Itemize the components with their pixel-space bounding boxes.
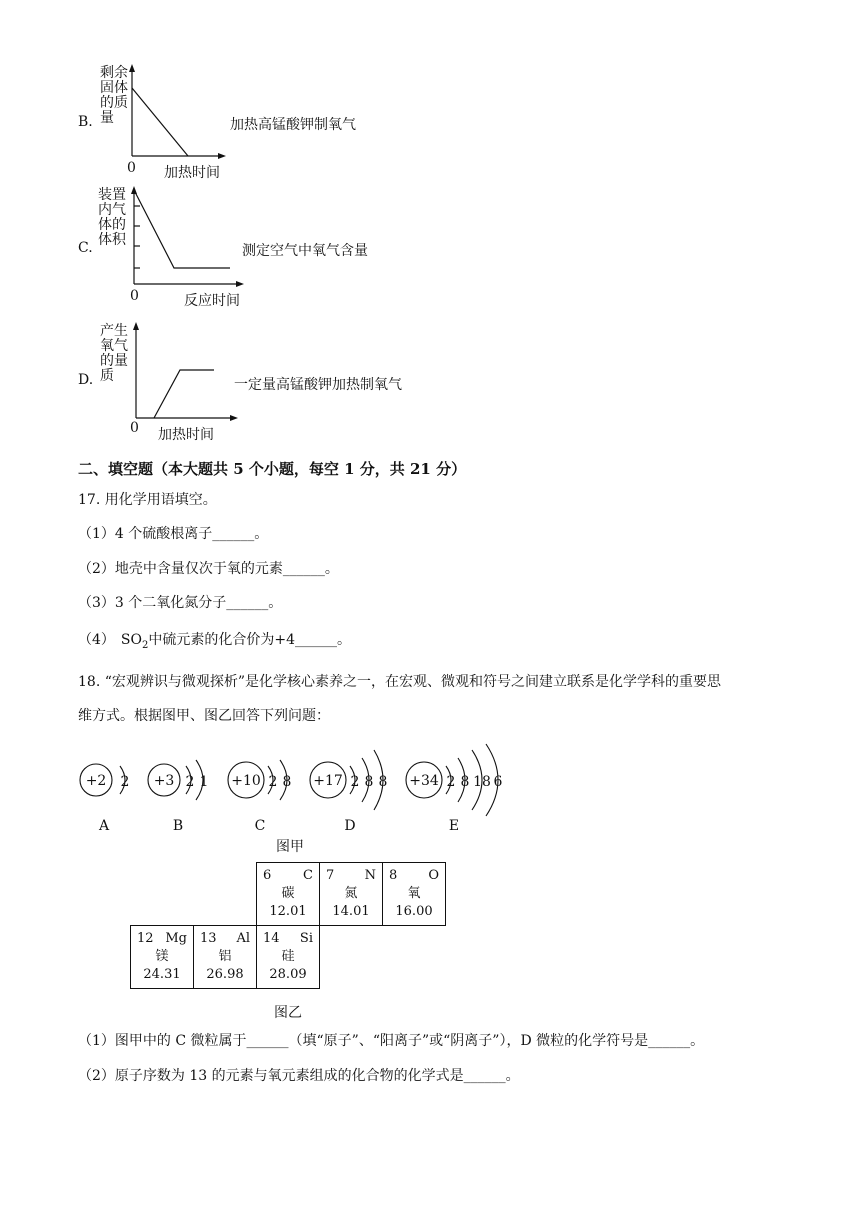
element-cell-n: 7 N 氮 14.01	[320, 863, 383, 926]
graph-d-plot	[126, 320, 246, 424]
graph-d-line	[154, 370, 214, 418]
shell-electrons: 2	[120, 774, 130, 790]
shell-electrons: 2	[446, 774, 456, 790]
figure-caption: 图甲	[276, 839, 304, 855]
q17-item-1: （1）4 个硫酸根离子______。	[78, 526, 269, 542]
particle-b	[148, 760, 208, 800]
element-cell-si: 14 Si 硅 28.09	[257, 926, 320, 989]
graph-c-line	[134, 190, 230, 268]
so2-formula: $SO_2$	[120, 632, 149, 651]
y-axis-label: 装置 内气 体的 体积	[98, 187, 126, 248]
particle-e	[406, 744, 503, 816]
shell-electrons: 8	[282, 774, 292, 790]
particle-letter: B	[172, 818, 184, 834]
origin-label: 0	[130, 288, 139, 304]
origin-label: 0	[127, 160, 136, 176]
element-cell-c: 6 C 碳 12.01	[257, 863, 320, 926]
shell-electrons: 6	[493, 774, 503, 790]
y-axis-label: 产生 氧气 的量 质	[100, 323, 128, 384]
graph-b	[78, 62, 398, 180]
nucleus-charge: +10	[231, 773, 261, 789]
nucleus-charge: +34	[409, 773, 439, 789]
graph-b-line	[132, 88, 188, 156]
q17-item-2: （2）地壳中含量仅次于氧的元素______。	[78, 561, 339, 577]
x-axis-label: 加热时间	[164, 165, 220, 181]
q18-stem-line2: 维方式。根据图甲、图乙回答下列问题：	[78, 708, 330, 724]
particle-c	[228, 760, 291, 800]
option-label: B.	[78, 114, 93, 130]
item4-suffix: 中硫元素的化合价为+4______。	[148, 632, 352, 648]
particle-letter: C	[254, 818, 266, 834]
particle-letter: A	[98, 818, 110, 834]
shell-electrons: 8	[460, 774, 470, 790]
graph-caption: 一定量高锰酸钾加热制氧气	[234, 377, 402, 393]
element-cell-al: 13 Al 铝 26.98	[194, 926, 257, 989]
q17-item-4	[78, 630, 351, 656]
x-axis-label: 反应时间	[184, 293, 240, 309]
shell-electrons: 8	[364, 774, 374, 790]
particle-letter: E	[448, 818, 460, 834]
nucleus-charge: +3	[153, 773, 175, 789]
particle-a	[80, 764, 129, 796]
option-label: D.	[78, 372, 94, 388]
q17-item-3: （3）3 个二氧化氮分子______。	[78, 595, 283, 611]
element-cell-mg: 12 Mg 镁 24.31	[131, 926, 194, 989]
y-axis-label: 剩余 固体 的质 量	[100, 65, 128, 126]
q18-sub-1: （1）图甲中的 C 微粒属于______（填“原子”、“阳离子”或“阴离子”），D 微粒的化学符号是______。	[78, 1033, 705, 1049]
nucleus-charge: +2	[85, 773, 107, 789]
figure-caption: 图乙	[274, 1005, 302, 1021]
periodic-table	[130, 862, 446, 989]
option-label: C.	[78, 240, 93, 256]
shell-electrons: 2	[268, 774, 278, 790]
graph-c-plot	[122, 184, 252, 294]
shell-electrons: 1	[199, 774, 209, 790]
x-axis-label: 加热时间	[158, 427, 214, 443]
origin-label: 0	[130, 420, 139, 436]
shell-electrons: 8	[378, 774, 388, 790]
particle-d	[310, 750, 387, 810]
q18-stem-line1: 18. “宏观辨识与微观探析”是化学核心素养之一，在宏观、微观和符号之间建立联系是化学学科的重要思	[78, 674, 722, 690]
nucleus-charge: +17	[313, 773, 343, 789]
element-cell-o: 8 O 氧 16.00	[383, 863, 446, 926]
graph-c	[78, 184, 398, 310]
item4-prefix: （4）	[78, 632, 115, 648]
figure-jia	[74, 738, 514, 858]
shell-electrons: 18	[473, 774, 491, 790]
graph-d	[78, 320, 438, 446]
q18-sub-2: （2）原子序数为 13 的元素与氧元素组成的化合物的化学式是______。	[78, 1068, 520, 1084]
particle-letter: D	[344, 818, 356, 834]
shell-electrons: 2	[185, 774, 195, 790]
shell-electrons: 2	[350, 774, 360, 790]
q17-stem: 17. 用化学用语填空。	[78, 492, 217, 508]
graph-caption: 加热高锰酸钾制氧气	[230, 117, 356, 133]
graph-caption: 测定空气中氧气含量	[242, 243, 368, 259]
section-title: 二、填空题（本大题共 5 个小题，每空 1 分，共 21 分）	[78, 460, 467, 478]
